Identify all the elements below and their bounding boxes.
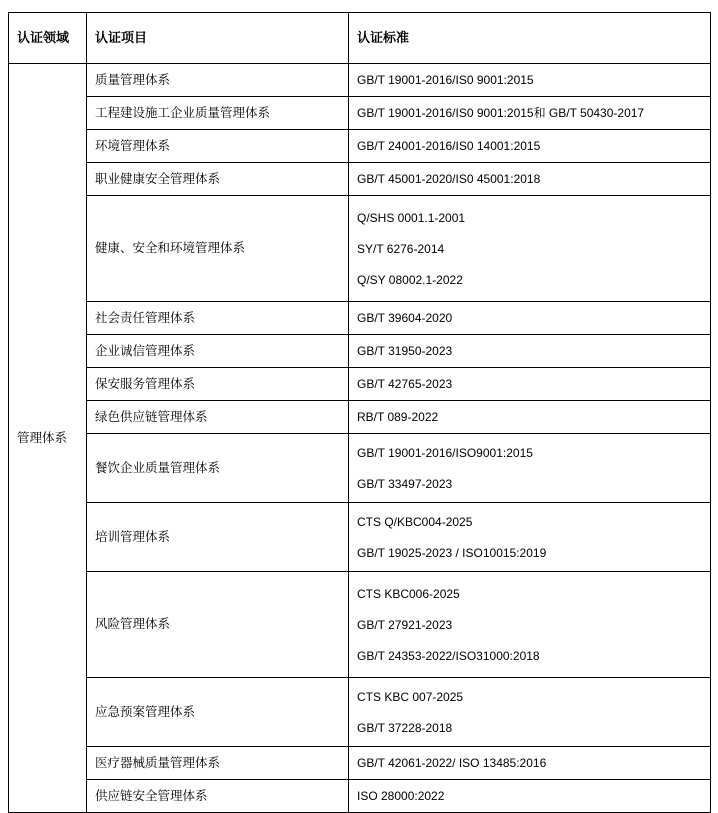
cell-standard xyxy=(349,130,711,163)
cell-standard xyxy=(349,97,711,130)
cell-item: 环境管理体系 xyxy=(87,130,349,163)
cell-item: 供应链安全管理体系 xyxy=(87,780,349,813)
cell-item: 职业健康安全管理体系 xyxy=(87,163,349,196)
cell-standard xyxy=(349,572,711,678)
cell-standard xyxy=(349,434,711,503)
standard-line: GB/T 19001-2016/ISO9001:2015 xyxy=(357,445,533,460)
table-row xyxy=(9,302,711,335)
cell-standard xyxy=(349,368,711,401)
cell-item: 企业诚信管理体系 xyxy=(87,335,349,368)
cell-standard xyxy=(349,401,711,434)
standard-line: CTS KBC 007-2025 xyxy=(357,689,464,704)
standard-line: CTS KBC006-2025 xyxy=(357,586,460,601)
table-row xyxy=(9,64,711,97)
table-row xyxy=(9,503,711,572)
table-header xyxy=(9,13,711,64)
column-header-standard: 认证标准 xyxy=(349,13,711,64)
table-row xyxy=(9,368,711,401)
standard-line: GB/T 24353-2022/ISO31000:2018 xyxy=(357,648,540,663)
table-row xyxy=(9,678,711,747)
table-header-row xyxy=(9,13,711,64)
standard-line: GB/T 19001-2016/IS0 9001:2015和 GB/T 50430-2017 xyxy=(357,106,645,120)
table-row xyxy=(9,163,711,196)
standard-line: GB/T 31950-2023 xyxy=(357,344,453,358)
standard-line: GB/T 19001-2016/IS0 9001:2015 xyxy=(357,73,534,87)
cell-standard xyxy=(349,678,711,747)
cell-item: 社会责任管理体系 xyxy=(87,302,349,335)
cell-standard xyxy=(349,335,711,368)
standard-line: CTS Q/KBC004-2025 xyxy=(357,514,473,529)
cell-item: 保安服务管理体系 xyxy=(87,368,349,401)
cell-standard xyxy=(349,747,711,780)
standard-line: GB/T 42765-2023 xyxy=(357,377,453,391)
cell-standard xyxy=(349,302,711,335)
standard-line: GB/T 37228-2018 xyxy=(357,720,453,735)
cell-item: 应急预案管理体系 xyxy=(87,678,349,747)
table-row xyxy=(9,572,711,678)
cell-item: 医疗器械质量管理体系 xyxy=(87,747,349,780)
cell-item: 工程建设施工企业质量管理体系 xyxy=(87,97,349,130)
standard-line: RB/T 089-2022 xyxy=(357,410,439,424)
standard-line: GB/T 24001-2016/IS0 14001:2015 xyxy=(357,139,541,153)
column-header-item: 认证项目 xyxy=(87,13,349,64)
column-header-domain: 认证领域 xyxy=(9,13,87,64)
table-row xyxy=(9,335,711,368)
table-row xyxy=(9,780,711,813)
cell-domain: 管理体系 xyxy=(9,64,87,813)
certification-table xyxy=(8,12,711,813)
table-row xyxy=(9,747,711,780)
table-row xyxy=(9,401,711,434)
standard-line: SY/T 6276-2014 xyxy=(357,241,445,256)
cell-item: 质量管理体系 xyxy=(87,64,349,97)
standard-line: Q/SHS 0001.1-2001 xyxy=(357,210,466,225)
standard-line: GB/T 27921-2023 xyxy=(357,617,453,632)
cell-item: 培训管理体系 xyxy=(87,503,349,572)
cell-standard xyxy=(349,163,711,196)
cell-standard xyxy=(349,64,711,97)
cell-standard xyxy=(349,503,711,572)
cell-standard xyxy=(349,196,711,302)
table-row xyxy=(9,434,711,503)
table-row xyxy=(9,196,711,302)
standard-line: GB/T 42061-2022/ ISO 13485:2016 xyxy=(357,756,547,770)
standard-line: GB/T 45001-2020/IS0 45001:2018 xyxy=(357,172,541,186)
cell-item: 餐饮企业质量管理体系 xyxy=(87,434,349,503)
standard-line: GB/T 39604-2020 xyxy=(357,311,453,325)
standard-line: GB/T 19025-2023 / ISO10015:2019 xyxy=(357,545,547,560)
table-row xyxy=(9,130,711,163)
cell-standard xyxy=(349,780,711,813)
standard-line: Q/SY 08002.1-2022 xyxy=(357,272,463,287)
table-body xyxy=(9,64,711,813)
cell-item: 风险管理体系 xyxy=(87,572,349,678)
cell-item: 健康、安全和环境管理体系 xyxy=(87,196,349,302)
standard-line: GB/T 33497-2023 xyxy=(357,476,453,491)
standard-line: ISO 28000:2022 xyxy=(357,789,445,803)
table-row xyxy=(9,97,711,130)
cell-item: 绿色供应链管理体系 xyxy=(87,401,349,434)
